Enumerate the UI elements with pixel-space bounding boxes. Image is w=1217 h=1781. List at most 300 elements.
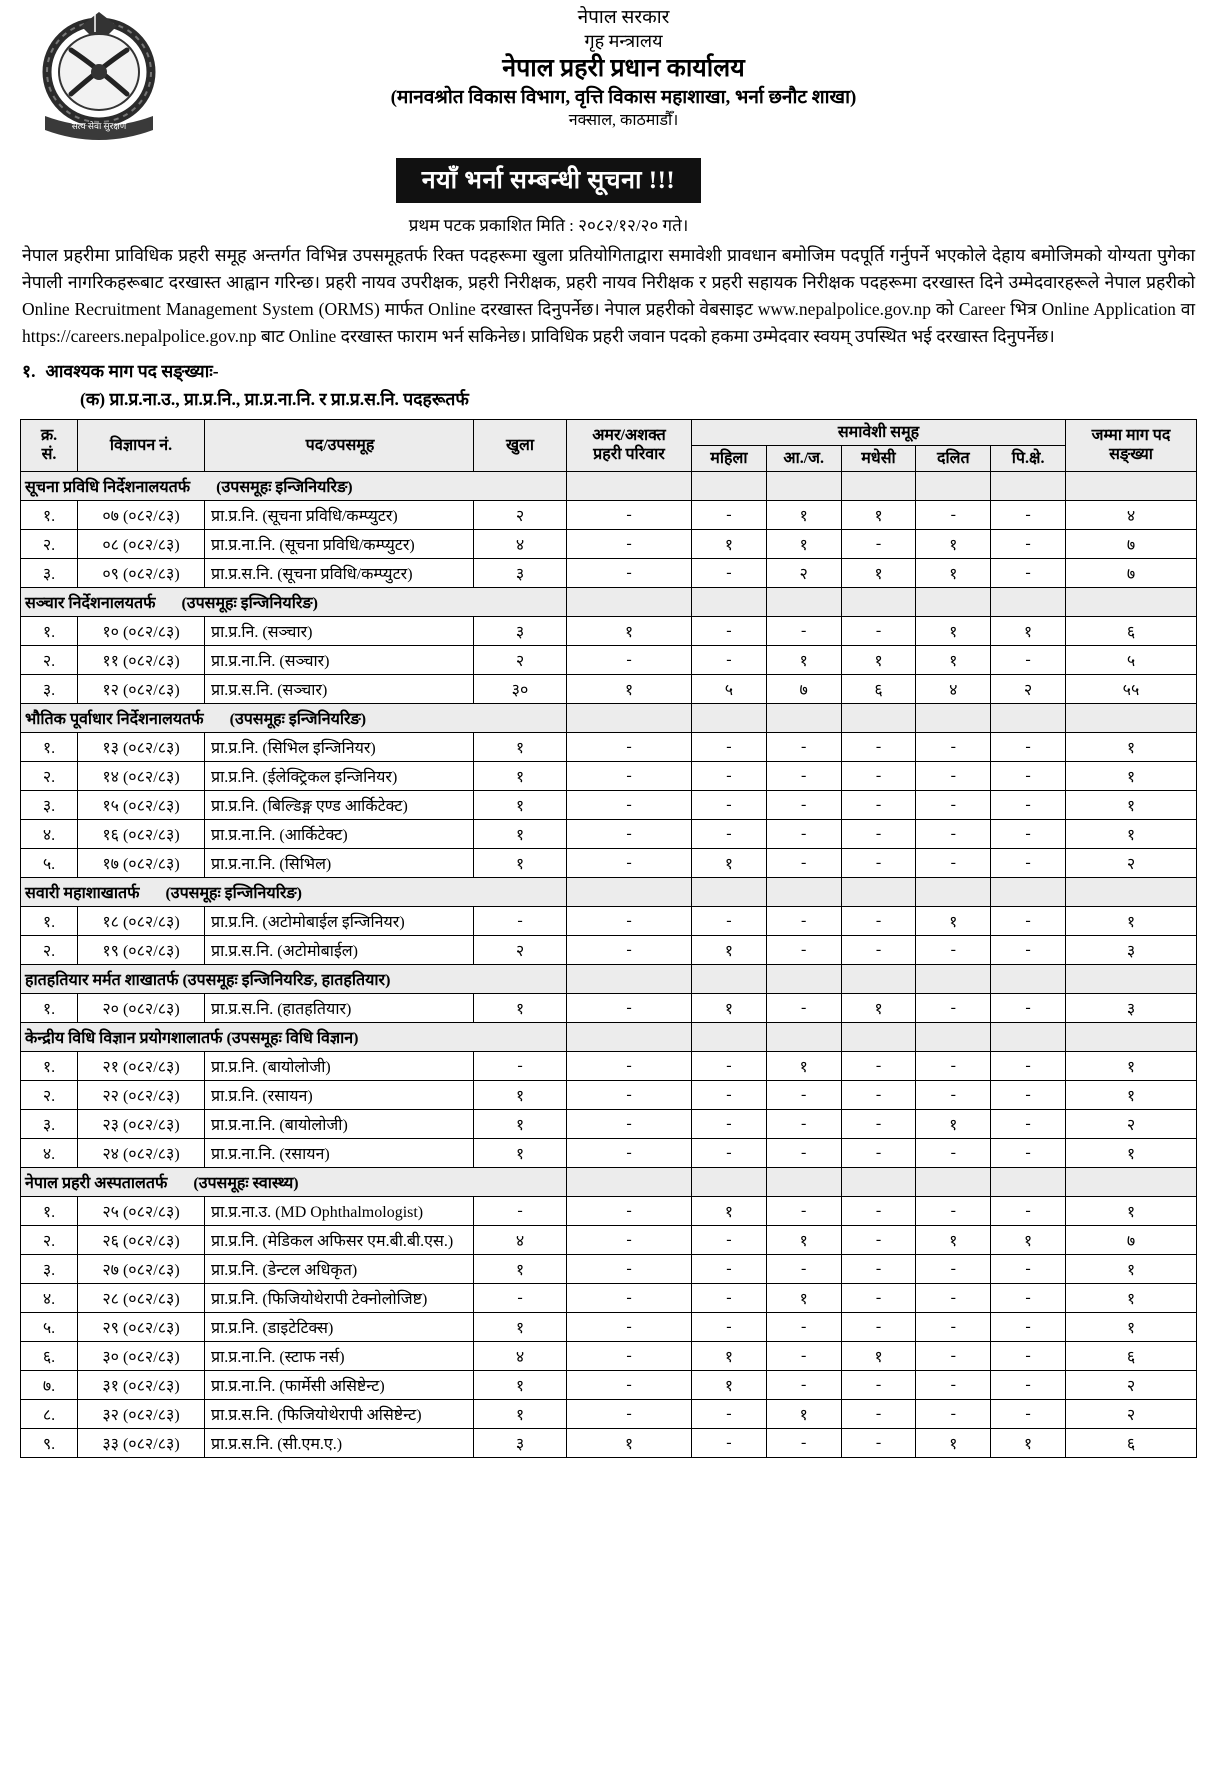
- cell-sn: ८.: [21, 1399, 78, 1428]
- cell-open: -: [474, 1196, 567, 1225]
- group-empty-cell: [841, 877, 916, 906]
- table-row: [21, 993, 1197, 1022]
- cell-open: १: [474, 732, 567, 761]
- section-number: १.: [22, 360, 36, 381]
- cell-open: १: [474, 1080, 567, 1109]
- cell-pikshe: २: [991, 674, 1066, 703]
- cell-total: २: [1066, 1109, 1197, 1138]
- cell-post: प्रा.प्र.नि. (सञ्चार): [205, 616, 474, 645]
- group-empty-cell: [991, 964, 1066, 993]
- cell-ad-no: २७ (०८२/८३): [78, 1254, 205, 1283]
- cell-madhesi: -: [841, 1283, 916, 1312]
- cell-aaja: २: [766, 558, 841, 587]
- cell-amar: १: [567, 1428, 692, 1457]
- cell-open: १: [474, 1312, 567, 1341]
- header-amar-line1: अमर/अशक्त: [592, 427, 666, 444]
- cell-dalit: -: [916, 1370, 991, 1399]
- cell-aaja: ७: [766, 674, 841, 703]
- cell-open: १: [474, 1254, 567, 1283]
- cell-madhesi: १: [841, 500, 916, 529]
- cell-sn: १.: [21, 993, 78, 1022]
- cell-total: ६: [1066, 1428, 1197, 1457]
- cell-amar: -: [567, 848, 692, 877]
- cell-mahila: -: [692, 1428, 767, 1457]
- section-heading: [22, 359, 1195, 383]
- cell-post: प्रा.प्र.नि. (बायोलोजी): [205, 1051, 474, 1080]
- emblem-icon: [29, 10, 169, 150]
- cell-total: १: [1066, 819, 1197, 848]
- cell-pikshe: -: [991, 1283, 1066, 1312]
- cell-total: १: [1066, 790, 1197, 819]
- header-amar-line2: प्रहरी परिवार: [593, 446, 665, 464]
- header-sn-line1: क्र.: [40, 427, 58, 444]
- cell-dalit: -: [916, 761, 991, 790]
- table-row: [21, 819, 1197, 848]
- cell-open: २: [474, 645, 567, 674]
- cell-pikshe: -: [991, 1370, 1066, 1399]
- group-empty-cell: [766, 587, 841, 616]
- cell-post: प्रा.प्र.ना.नि. (सूचना प्रविधि/कम्प्युटर): [205, 529, 474, 558]
- cell-madhesi: -: [841, 1080, 916, 1109]
- cell-amar: -: [567, 1341, 692, 1370]
- header-total-line2: सङ्ख्या: [1109, 446, 1153, 464]
- header-total: [1066, 419, 1197, 471]
- cell-aaja: १: [766, 529, 841, 558]
- group-empty-cell: [567, 471, 692, 500]
- cell-mahila: १: [692, 1370, 767, 1399]
- table-row: [21, 645, 1197, 674]
- cell-madhesi: -: [841, 1196, 916, 1225]
- cell-total: ७: [1066, 529, 1197, 558]
- table-row: [21, 1196, 1197, 1225]
- group-empty-cell: [841, 964, 916, 993]
- group-empty-cell: [916, 964, 991, 993]
- cell-ad-no: १८ (०८२/८३): [78, 906, 205, 935]
- cell-sn: ३.: [21, 558, 78, 587]
- cell-madhesi: -: [841, 1254, 916, 1283]
- cell-open: ३०: [474, 674, 567, 703]
- cell-madhesi: -: [841, 529, 916, 558]
- cell-dalit: १: [916, 616, 991, 645]
- cell-dalit: -: [916, 819, 991, 848]
- cell-madhesi: -: [841, 1225, 916, 1254]
- vacancy-table-wrap: [0, 411, 1217, 1478]
- ministry-name: गृह मन्त्रालय: [584, 30, 663, 51]
- cell-amar: -: [567, 790, 692, 819]
- group-empty-cell: [991, 471, 1066, 500]
- cell-ad-no: १३ (०८२/८३): [78, 732, 205, 761]
- group-title: सञ्चार निर्देशनालयतर्फ: [25, 594, 156, 612]
- cell-madhesi: -: [841, 1312, 916, 1341]
- table-row: [21, 1428, 1197, 1457]
- cell-madhesi: १: [841, 558, 916, 587]
- table-row: [21, 674, 1197, 703]
- table-header-row: [21, 419, 1197, 445]
- cell-total: ५: [1066, 645, 1197, 674]
- cell-ad-no: २४ (०८२/८३): [78, 1138, 205, 1167]
- cell-post: प्रा.प्र.नि. (ईलेक्ट्रिकल इन्जिनियर): [205, 761, 474, 790]
- table-row: [21, 935, 1197, 964]
- cell-amar: -: [567, 1399, 692, 1428]
- cell-ad-no: २२ (०८२/८३): [78, 1080, 205, 1109]
- group-empty-cell: [841, 1167, 916, 1196]
- cell-post: प्रा.प्र.नि. (बिल्डिङ्ग एण्ड आर्किटेक्ट): [205, 790, 474, 819]
- cell-mahila: -: [692, 1399, 767, 1428]
- group-empty-cell: [1066, 1022, 1197, 1051]
- table-group-row: [21, 1167, 1197, 1196]
- group-empty-cell: [766, 1167, 841, 1196]
- group-title: हातहतियार मर्मत शाखातर्फ (उपसमूहः इन्जिनियरिङ, हातहतियार): [25, 971, 391, 989]
- cell-total: ६: [1066, 616, 1197, 645]
- office-address: नक्साल, काठमाडौँ।: [568, 111, 679, 129]
- cell-ad-no: ०८ (०८२/८३): [78, 529, 205, 558]
- section-title: आवश्यक माग पद सङ्ख्याः-: [45, 360, 219, 381]
- cell-post: प्रा.प्र.नि. (मेडिकल अफिसर एम.बी.बी.एस.): [205, 1225, 474, 1254]
- cell-dalit: -: [916, 935, 991, 964]
- header-inclusive-group: समावेशी समूह: [692, 419, 1066, 445]
- group-empty-cell: [1066, 1167, 1197, 1196]
- header-open: खुला: [474, 419, 567, 471]
- group-empty-cell: [766, 1022, 841, 1051]
- cell-sn: ५.: [21, 1312, 78, 1341]
- cell-dalit: -: [916, 1254, 991, 1283]
- cell-pikshe: -: [991, 500, 1066, 529]
- cell-madhesi: १: [841, 1341, 916, 1370]
- cell-open: २: [474, 935, 567, 964]
- table-row: [21, 1370, 1197, 1399]
- cell-dalit: ४: [916, 674, 991, 703]
- table-row: [21, 848, 1197, 877]
- cell-amar: -: [567, 1370, 692, 1399]
- cell-dalit: -: [916, 500, 991, 529]
- cell-ad-no: १२ (०८२/८३): [78, 674, 205, 703]
- cell-amar: -: [567, 558, 692, 587]
- cell-aaja: -: [766, 935, 841, 964]
- table-row: [21, 1312, 1197, 1341]
- cell-sn: ४.: [21, 1138, 78, 1167]
- cell-mahila: -: [692, 761, 767, 790]
- cell-dalit: १: [916, 906, 991, 935]
- cell-sn: ३.: [21, 674, 78, 703]
- cell-open: ४: [474, 1341, 567, 1370]
- group-empty-cell: [766, 703, 841, 732]
- cell-mahila: -: [692, 1080, 767, 1109]
- group-empty-cell: [1066, 471, 1197, 500]
- cell-pikshe: -: [991, 1254, 1066, 1283]
- cell-mahila: -: [692, 1283, 767, 1312]
- cell-amar: १: [567, 674, 692, 703]
- cell-pikshe: -: [991, 1051, 1066, 1080]
- cell-open: १: [474, 790, 567, 819]
- cell-total: १: [1066, 1196, 1197, 1225]
- group-title: भौतिक पूर्वाधार निर्देशनालयतर्फ: [25, 710, 204, 728]
- cell-open: ३: [474, 616, 567, 645]
- cell-madhesi: १: [841, 993, 916, 1022]
- cell-aaja: -: [766, 790, 841, 819]
- cell-post: प्रा.प्र.स.नि. (फिजियोथेरापी असिष्टेन्ट): [205, 1399, 474, 1428]
- cell-pikshe: -: [991, 993, 1066, 1022]
- cell-pikshe: -: [991, 732, 1066, 761]
- cell-total: १: [1066, 1283, 1197, 1312]
- group-title: नेपाल प्रहरी अस्पतालतर्फ: [25, 1174, 168, 1192]
- group-empty-cell: [692, 1022, 767, 1051]
- cell-dalit: -: [916, 1138, 991, 1167]
- cell-madhesi: -: [841, 732, 916, 761]
- cell-ad-no: २८ (०८२/८३): [78, 1283, 205, 1312]
- cell-sn: २.: [21, 1225, 78, 1254]
- table-head: [21, 419, 1197, 471]
- cell-amar: -: [567, 1196, 692, 1225]
- cell-post: प्रा.प्र.स.नि. (सञ्चार): [205, 674, 474, 703]
- cell-amar: -: [567, 1312, 692, 1341]
- cell-ad-no: २० (०८२/८३): [78, 993, 205, 1022]
- cell-post: प्रा.प्र.नि. (रसायन): [205, 1080, 474, 1109]
- cell-total: १: [1066, 906, 1197, 935]
- cell-pikshe: -: [991, 645, 1066, 674]
- cell-post: प्रा.प्र.नि. (अटोमोबाईल इन्जिनियर): [205, 906, 474, 935]
- table-row: [21, 1138, 1197, 1167]
- cell-amar: -: [567, 732, 692, 761]
- cell-mahila: -: [692, 558, 767, 587]
- cell-dalit: -: [916, 1312, 991, 1341]
- cell-sn: २.: [21, 1080, 78, 1109]
- cell-amar: -: [567, 1080, 692, 1109]
- group-empty-cell: [692, 877, 767, 906]
- cell-sn: १.: [21, 1051, 78, 1080]
- group-title-cell: [21, 1167, 567, 1196]
- cell-amar: -: [567, 761, 692, 790]
- cell-ad-no: १९ (०८२/८३): [78, 935, 205, 964]
- cell-dalit: -: [916, 1051, 991, 1080]
- cell-dalit: १: [916, 1109, 991, 1138]
- cell-mahila: १: [692, 935, 767, 964]
- cell-mahila: -: [692, 1109, 767, 1138]
- cell-ad-no: २९ (०८२/८३): [78, 1312, 205, 1341]
- cell-ad-no: २५ (०८२/८३): [78, 1196, 205, 1225]
- group-empty-cell: [991, 587, 1066, 616]
- cell-aaja: -: [766, 761, 841, 790]
- cell-amar: -: [567, 1283, 692, 1312]
- group-empty-cell: [1066, 587, 1197, 616]
- header-mahila: महिला: [692, 445, 767, 471]
- cell-madhesi: १: [841, 645, 916, 674]
- cell-ad-no: ३२ (०८२/८३): [78, 1399, 205, 1428]
- group-subgroup: (उपसमूहः इन्जिनियरिङ): [216, 478, 353, 496]
- cell-mahila: -: [692, 790, 767, 819]
- group-empty-cell: [692, 964, 767, 993]
- cell-madhesi: -: [841, 1399, 916, 1428]
- cell-total: ५५: [1066, 674, 1197, 703]
- table-group-row: [21, 587, 1197, 616]
- table-row: [21, 790, 1197, 819]
- cell-pikshe: -: [991, 935, 1066, 964]
- group-subgroup: (उपसमूहः स्वास्थ्य): [193, 1174, 299, 1192]
- table-row: [21, 1051, 1197, 1080]
- cell-post: प्रा.प्र.ना.नि. (सिभिल): [205, 848, 474, 877]
- cell-open: २: [474, 500, 567, 529]
- cell-amar: -: [567, 935, 692, 964]
- cell-pikshe: -: [991, 790, 1066, 819]
- cell-madhesi: -: [841, 1138, 916, 1167]
- cell-aaja: -: [766, 1312, 841, 1341]
- cell-sn: ३.: [21, 1254, 78, 1283]
- govt-name: नेपाल सरकार: [577, 7, 670, 28]
- cell-mahila: -: [692, 500, 767, 529]
- svg-text:सत्य सेवा सुरक्षण: सत्य सेवा सुरक्षण: [71, 121, 127, 131]
- cell-aaja: -: [766, 1080, 841, 1109]
- cell-sn: ४.: [21, 819, 78, 848]
- cell-ad-no: ३० (०८२/८३): [78, 1341, 205, 1370]
- cell-pikshe: १: [991, 1428, 1066, 1457]
- cell-open: १: [474, 848, 567, 877]
- cell-total: ३: [1066, 935, 1197, 964]
- cell-post: प्रा.प्र.ना.उ. (MD Ophthalmologist): [205, 1196, 474, 1225]
- cell-madhesi: -: [841, 848, 916, 877]
- group-title-cell: [21, 964, 567, 993]
- cell-amar: -: [567, 645, 692, 674]
- cell-total: ३: [1066, 993, 1197, 1022]
- cell-ad-no: १७ (०८२/८३): [78, 848, 205, 877]
- group-empty-cell: [916, 1022, 991, 1051]
- subsection-title: (क) प्रा.प्र.ना.उ., प्रा.प्र.नि., प्रा.प्र.ना.नि. र प्रा.प्र.स.नि. पदहरूतर्फ: [80, 388, 469, 409]
- cell-sn: ७.: [21, 1370, 78, 1399]
- cell-ad-no: ३१ (०८२/८३): [78, 1370, 205, 1399]
- cell-aaja: १: [766, 1051, 841, 1080]
- cell-mahila: १: [692, 529, 767, 558]
- nepal-police-emblem: [24, 6, 174, 150]
- cell-amar: -: [567, 1051, 692, 1080]
- group-title: सवारी महाशाखातर्फ: [25, 884, 140, 902]
- cell-dalit: -: [916, 732, 991, 761]
- header-ad-no: विज्ञापन नं.: [78, 419, 205, 471]
- cell-amar: -: [567, 1138, 692, 1167]
- cell-dalit: -: [916, 993, 991, 1022]
- group-empty-cell: [916, 1167, 991, 1196]
- cell-post: प्रा.प्र.नि. (सिभिल इन्जिनियर): [205, 732, 474, 761]
- cell-mahila: १: [692, 1196, 767, 1225]
- cell-amar: १: [567, 616, 692, 645]
- header-sn: [21, 419, 78, 471]
- department-name: (मानवश्रोत विकास विभाग, वृत्ति विकास महाशाखा, भर्ना छनौट शाखा): [390, 87, 857, 108]
- cell-madhesi: -: [841, 790, 916, 819]
- cell-dalit: १: [916, 645, 991, 674]
- table-row: [21, 1399, 1197, 1428]
- cell-aaja: १: [766, 645, 841, 674]
- header-sn-line2: सं.: [41, 446, 57, 464]
- cell-aaja: -: [766, 993, 841, 1022]
- cell-pikshe: -: [991, 558, 1066, 587]
- group-empty-cell: [567, 587, 692, 616]
- cell-pikshe: -: [991, 1109, 1066, 1138]
- cell-aaja: -: [766, 1196, 841, 1225]
- cell-post: प्रा.प्र.नि. (सूचना प्रविधि/कम्प्युटर): [205, 500, 474, 529]
- group-empty-cell: [692, 471, 767, 500]
- cell-mahila: १: [692, 993, 767, 1022]
- cell-total: १: [1066, 1051, 1197, 1080]
- cell-madhesi: -: [841, 1370, 916, 1399]
- cell-post: प्रा.प्र.स.नि. (हातहतियार): [205, 993, 474, 1022]
- cell-sn: १.: [21, 616, 78, 645]
- group-empty-cell: [692, 703, 767, 732]
- cell-open: १: [474, 1138, 567, 1167]
- cell-open: १: [474, 1399, 567, 1428]
- cell-pikshe: -: [991, 1341, 1066, 1370]
- cell-ad-no: २६ (०८२/८३): [78, 1225, 205, 1254]
- group-title-cell: [21, 471, 567, 500]
- cell-sn: २.: [21, 761, 78, 790]
- group-empty-cell: [567, 964, 692, 993]
- cell-amar: -: [567, 993, 692, 1022]
- cell-ad-no: २३ (०८२/८३): [78, 1109, 205, 1138]
- group-subgroup: (उपसमूहः इन्जिनियरिङ): [229, 710, 367, 728]
- cell-dalit: १: [916, 558, 991, 587]
- table-group-row: [21, 1022, 1197, 1051]
- group-empty-cell: [991, 1167, 1066, 1196]
- cell-post: प्रा.प्र.स.नि. (सूचना प्रविधि/कम्प्युटर): [205, 558, 474, 587]
- cell-ad-no: ०७ (०८२/८३): [78, 500, 205, 529]
- table-row: [21, 1254, 1197, 1283]
- cell-amar: -: [567, 1254, 692, 1283]
- group-empty-cell: [567, 877, 692, 906]
- group-empty-cell: [991, 877, 1066, 906]
- cell-post: प्रा.प्र.नि. (डाइटेटिक्स): [205, 1312, 474, 1341]
- cell-post: प्रा.प्र.स.नि. (सी.एम.ए.): [205, 1428, 474, 1457]
- group-empty-cell: [991, 703, 1066, 732]
- group-subgroup: (उपसमूहः इन्जिनियरिङ): [181, 594, 318, 612]
- cell-pikshe: -: [991, 1080, 1066, 1109]
- document-header: [0, 0, 1217, 150]
- group-title-cell: [21, 587, 567, 616]
- section-block: [0, 351, 1217, 411]
- cell-aaja: -: [766, 819, 841, 848]
- cell-post: प्रा.प्र.नि. (फिजियोथेरापी टेक्नोलोजिष्ट): [205, 1283, 474, 1312]
- cell-dalit: -: [916, 1080, 991, 1109]
- cell-mahila: -: [692, 819, 767, 848]
- cell-open: -: [474, 1051, 567, 1080]
- group-empty-cell: [841, 1022, 916, 1051]
- group-empty-cell: [692, 587, 767, 616]
- cell-open: -: [474, 1283, 567, 1312]
- cell-post: प्रा.प्र.नि. (डेन्टल अधिकृत): [205, 1254, 474, 1283]
- cell-dalit: -: [916, 790, 991, 819]
- group-empty-cell: [1066, 877, 1197, 906]
- group-empty-cell: [1066, 703, 1197, 732]
- table-row: [21, 1225, 1197, 1254]
- table-row: [21, 761, 1197, 790]
- notice-banner-wrap: [0, 158, 1217, 203]
- cell-pikshe: -: [991, 848, 1066, 877]
- group-empty-cell: [916, 703, 991, 732]
- cell-total: १: [1066, 1138, 1197, 1167]
- cell-pikshe: १: [991, 1225, 1066, 1254]
- cell-dalit: -: [916, 848, 991, 877]
- group-empty-cell: [766, 471, 841, 500]
- header-aaja: आ./ज.: [766, 445, 841, 471]
- table-group-row: [21, 471, 1197, 500]
- cell-mahila: -: [692, 616, 767, 645]
- cell-ad-no: १० (०८२/८३): [78, 616, 205, 645]
- group-empty-cell: [916, 877, 991, 906]
- cell-aaja: -: [766, 1138, 841, 1167]
- cell-total: १: [1066, 761, 1197, 790]
- cell-dalit: १: [916, 529, 991, 558]
- cell-sn: १.: [21, 1196, 78, 1225]
- cell-total: २: [1066, 1399, 1197, 1428]
- cell-pikshe: -: [991, 819, 1066, 848]
- cell-madhesi: -: [841, 616, 916, 645]
- cell-ad-no: १६ (०८२/८३): [78, 819, 205, 848]
- table-row: [21, 500, 1197, 529]
